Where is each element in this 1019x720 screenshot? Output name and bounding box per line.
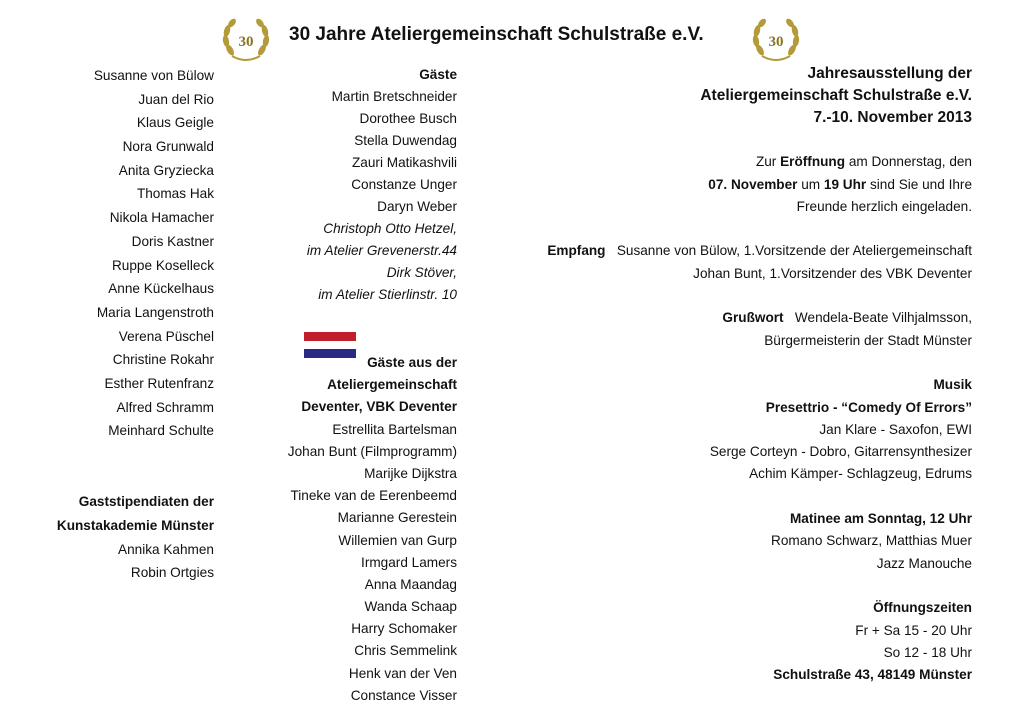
guests-heading: Gäste	[419, 67, 457, 82]
event-title: Jahresausstellung der	[807, 65, 972, 82]
deventer-name: Tineke van de Eerenbeemd	[290, 488, 457, 504]
invitation-line: Zur Eröffnung am Donnerstag, den	[755, 154, 972, 170]
scholars-heading: Kunstakademie Münster	[56, 518, 214, 534]
empfang-line: Johan Bunt, 1.Vorsitzender des VBK Deventer	[693, 265, 972, 281]
members-column	[40, 64, 214, 585]
deventer-name: Anna Maandag	[364, 576, 457, 592]
musik-label: Musik	[933, 377, 972, 393]
empfang-line: Empfang Susanne von Bülow, 1.Vorsitzende der Ateliergemeinschaft	[547, 243, 972, 259]
matinee-label: Matinee am Sonntag, 12 Uhr	[789, 511, 972, 527]
member-name: Klaus Geigle	[136, 115, 214, 131]
matinee-line: Jazz Manouche	[876, 555, 972, 571]
deventer-name: Constance Visser	[350, 687, 457, 703]
guest-italic: im Atelier Stierlinstr. 10	[318, 287, 457, 302]
deventer-name: Henk van der Ven	[348, 665, 457, 681]
member-name: Maria Langenstroth	[96, 304, 214, 320]
header	[0, 14, 1019, 66]
guest-name: Martin Bretschneider	[331, 89, 457, 104]
scholars-heading: Gaststipendiaten der	[78, 494, 214, 510]
laurel-badge-icon	[218, 14, 274, 64]
hours-line: So 12 - 18 Uhr	[883, 644, 972, 660]
deventer-name: Harry Schomaker	[351, 621, 457, 637]
hours-line: Fr + Sa 15 - 20 Uhr	[855, 622, 972, 638]
event-dates: 7.-10. November 2013	[813, 109, 972, 126]
deventer-name: Marijke Dijkstra	[364, 465, 457, 481]
deventer-heading: Gäste aus der	[367, 355, 457, 370]
guest-italic: Dirk Stöver,	[386, 265, 457, 280]
badge-number: 30	[238, 34, 254, 50]
deventer-name: Marianne Gerestein	[337, 510, 457, 526]
guest-name: Dorothee Busch	[359, 111, 457, 126]
guest-name: Daryn Weber	[377, 199, 457, 214]
empfang-label: Empfang	[547, 243, 606, 259]
member-name: Christine Rokahr	[112, 352, 214, 368]
member-name: Nikola Hamacher	[109, 210, 214, 226]
musik-title: Presettrio - “Comedy Of Errors”	[765, 399, 972, 415]
member-name: Thomas Hak	[136, 186, 214, 202]
deventer-name: Irmgard Lamers	[361, 554, 457, 570]
grusswort-label: Grußwort	[722, 310, 784, 326]
event-title: Ateliergemeinschaft Schulstraße e.V.	[700, 87, 972, 104]
guest-name: Stella Duwendag	[354, 133, 457, 148]
deventer-name: Wanda Schaap	[364, 599, 457, 615]
deventer-name: Chris Semmelink	[354, 643, 457, 659]
musik-line: Achim Kämper- Schlagzeug, Edrums	[749, 466, 972, 482]
scholar-name: Annika Kahmen	[118, 541, 214, 557]
member-name: Esther Rutenfranz	[104, 375, 214, 391]
member-name: Doris Kastner	[131, 233, 214, 249]
invitation-line: Freunde herzlich eingeladen.	[796, 198, 972, 214]
matinee-line: Romano Schwarz, Matthias Muer	[771, 533, 972, 549]
musik-line: Jan Klare - Saxofon, EWI	[819, 421, 972, 437]
member-name: Nora Grunwald	[122, 139, 214, 155]
member-name: Verena Püschel	[118, 328, 214, 344]
deventer-name: Estrellita Bartelsman	[332, 421, 457, 437]
deventer-heading: Ateliergemeinschaft	[327, 377, 457, 393]
deventer-name: Willemien van Gurp	[338, 532, 457, 548]
address: Schulstraße 43, 48149 Münster	[773, 667, 972, 683]
guests-column	[270, 64, 457, 306]
guest-name: Constanze Unger	[351, 177, 457, 192]
scholar-name: Robin Ortgies	[130, 565, 214, 581]
laurel-badge-icon	[748, 14, 804, 64]
guest-italic: im Atelier Grevenerstr.44	[306, 243, 457, 258]
grusswort-line: Grußwort Wendela-Beate Vilhjalmsson,	[722, 310, 972, 326]
member-name: Anne Kückelhaus	[108, 281, 214, 297]
member-name: Anita Gryziecka	[118, 162, 214, 178]
member-name: Alfred Schramm	[116, 399, 214, 415]
hours-label: Öffnungszeiten	[873, 600, 972, 616]
badge-number: 30	[768, 34, 784, 50]
member-name: Susanne von Bülow	[93, 68, 214, 83]
deventer-heading: Deventer, VBK Deventer	[301, 399, 457, 415]
member-name: Juan del Rio	[138, 91, 214, 107]
invitation-line: 07. November um 19 Uhr sind Sie und Ihre	[708, 176, 972, 192]
deventer-name: Johan Bunt (Filmprogramm)	[287, 443, 457, 459]
deventer-column	[270, 352, 457, 707]
member-name: Ruppe Koselleck	[111, 257, 214, 273]
event-column	[520, 63, 972, 686]
grusswort-line: Bürgermeisterin der Stadt Münster	[764, 332, 972, 348]
guest-italic: Christoph Otto Hetzel,	[323, 221, 457, 236]
musik-line: Serge Corteyn - Dobro, Gitarrensynthesizer	[709, 444, 972, 460]
member-name: Meinhard Schulte	[108, 423, 214, 439]
page-title: 30 Jahre Ateliergemeinschaft Schulstraße e.V.	[289, 24, 704, 45]
guest-name: Zauri Matikashvili	[352, 155, 457, 170]
